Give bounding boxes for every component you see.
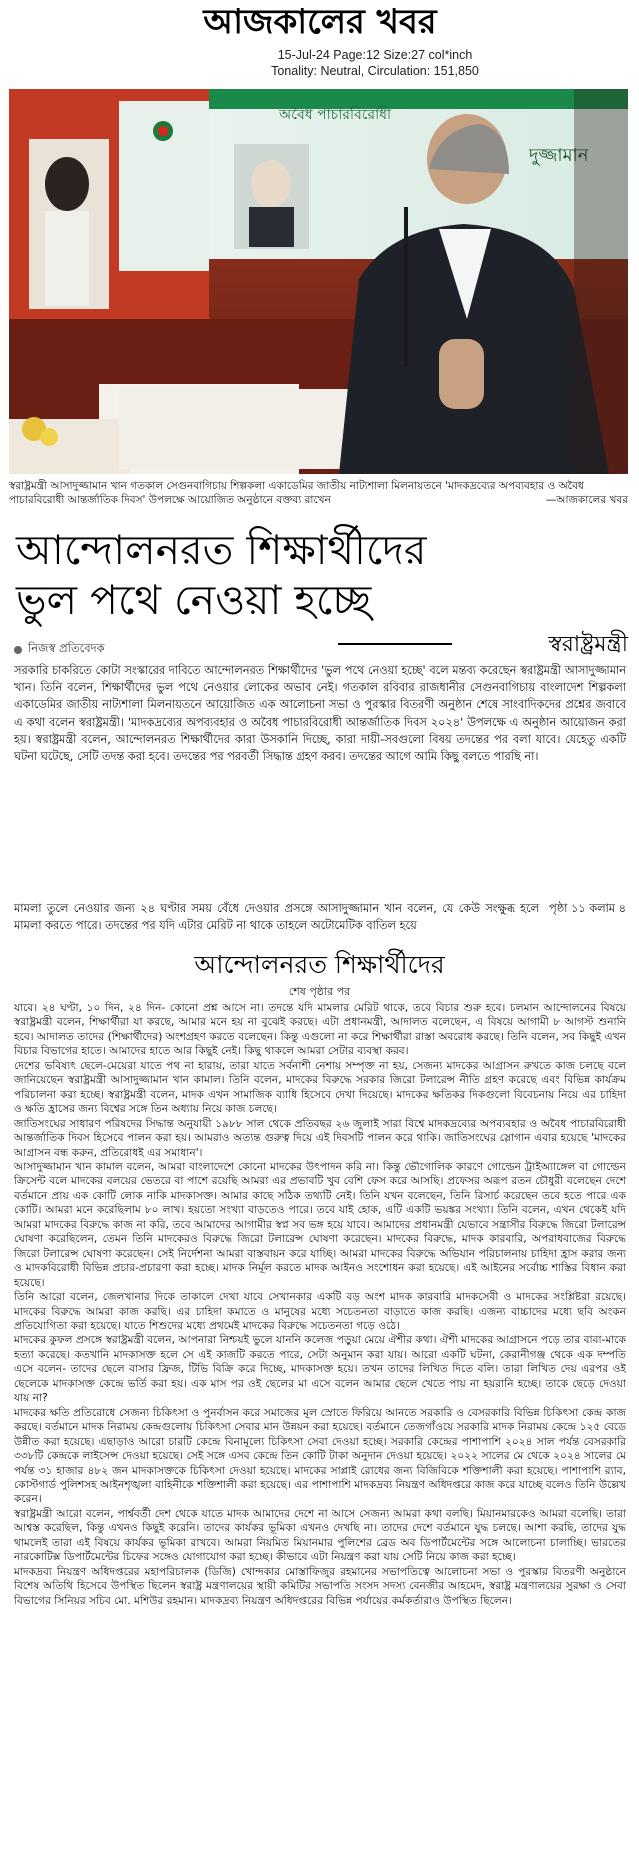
continuation-headline: আন্দোলনরত শিক্ষার্থীদের: [194, 950, 445, 979]
continuation-paragraph: আসাদুজ্জামান খান কামাল বলেন, আমরা বাংলাদেশে কোনো মাদকের উৎপাদন করি না। কিন্তু ভৌগোলিক কারণে গোল্ডেন ট্রাইঅ্যাঙ্গেল বা গোল্ডেন ক্রিসেন্ট বলে মাদকের বলয়ের ভেতরে বা পাশে রয়েছি আমরা এর প্রভাবটি খুব বেশি ফেস করে আসছি। প্রফেসর অরূপ রতন চৌধুরী বলেছেন দেশে বর্তমানে প্রায় এক কোটি লোক নাকি মাদকাসক্ত। আমার কাছে সঠিক তথ্যটি নেই। তিনি যখন বলেছেন, তিনি রিসার্চ করেছেন তবে হতে পারে এক কোটি। আমরা মনে করেছিলাম ৮০ লাখ। হয়তো সংখ্যা বাড়তেও পারে। তবে যাই হোক, এটি একটি ভয়ঙ্কর সংখ্যা। তিনি বলেন, এখন থেকেই যদি আমরা মাদকের বিরুদ্ধে কাজ না করি, তবে আমাদের আগামীর স্বপ্ন সব ভঙ্গ হয়ে যাবে। আমাদের প্রধানমন্ত্রী যেভাবে সন্ত্রাসীর বিরুদ্ধে জিরো টলারেন্স ঘোষণা করেছিলেন, তেমন তিনি মাদকেরও বিরুদ্ধে জিরো টলারেন্স ঘোষণা করেছেন। মাদকের বিরুদ্ধে, মাদক কারবারি, অপরাধবাজের বিরুদ্ধে জিরো টলারেন্স ঘোষণা করেছেন। সেই নির্দেশনা আমরা বাস্তবায়ন করে যাচ্ছি। আমরা মাদকের বিরুদ্ধে অভিযান পরিচালনায় চাহিদা হ্রাস করার জন্য ও মাদকবিরোধী বিভিন্ন প্রচার-প্রচারণা করা হচ্ছে। মাদক নির্মূল করতে মাদক আইনও সংশোধন করা হয়েছে। এই আইনের সর্বোচ্চ শাস্তির বিধান করা হয়েছে।: [14, 1160, 626, 1289]
clip-meta-line: 15-Jul-24 Page:12 Size:27 col*inch: [277, 48, 473, 62]
continuation-paragraph: মাদকদ্রব্য নিয়ন্ত্রণ অধিদপ্তরের মহাপরিচালক (ডিজি) খোন্দকার মোস্তাফিজুর রহমানের সভাপতিত্বে আলোচনা সভা ও পুরস্কার বিতরণী অনুষ্ঠানে বিশেষ অতিথি হিসেবে উপস্থিত ছিলেন স্বরাষ্ট্র মন্ত্রণালয়ের স্থায়ী কমিটির সভাপতি সংসদ সদস্য বেনজীর আহমেদ, স্বরাষ্ট্র মন্ত্রণালয়ের সুরক্ষা ও সেবা বিভাগের সিনিয়র সচিব মো. মশিউর রহমান। মাদকদ্রব্য নিয়ন্ত্রণ অধিদপ্তরের বিভিন্ন পর্যায়ের কর্মকর্তারাও উপস্থিত ছিলেন।: [14, 1565, 626, 1607]
headline-source-tag: স্বরাষ্ট্রমন্ত্রী: [338, 627, 628, 664]
caption-text: স্বরাষ্ট্রমন্ত্রী আসাদুজ্জামান খান গতকাল সেগুনবাগিচায় শিল্পকলা একাডেমির জাতীয় নাট্যশালা মিলনায়তনে 'মাদকদ্রব্যের অপব্যবহার ও অবৈধ পাচারবিরোধী আন্তর্জাতিক দিবস' উপলক্ষে আয়োজিত অনুষ্ঠানে বক্তব্য রাখেন: [9, 480, 584, 506]
reporter-byline: [14, 640, 105, 659]
continuation-paragraph: স্বরাষ্ট্রমন্ত্রী আরো বলেন, পার্শ্ববর্তী দেশ থেকে যাতে মাদক আমাদের দেশে না আসে সেজন্য আমরা কথা বলছি। মিয়ানমারকেও আমরা বলেছি। তারা আশ্বস্ত করেছিল, কিন্তু এখনও কিছুই করেনি। তাদের কার্যকর ভূমিকা এখনও দেখছি না। তাদের দেশে বর্তমানে যুদ্ধ চলছে। আশা করছি, তাদের যুদ্ধ থামলেই তারা এই বিষয়ে কার্যকর ভূমিকা রাখবে। আমরা নিয়মিত মিয়ানমার পুলিশের ব্রেড অব ডিপার্টমেন্টের সঙ্গে আলোচনা চালাচ্ছি। ভারতের নারকোটিক্স ডিপার্টমেন্টের চিফের সঙ্গেও যোগাযোগ করা হচ্ছে। কীভাবে এটা নিয়ন্ত্রণ করা যায় সেটি নিয়ে কাজ করা হচ্ছে।: [14, 1507, 626, 1564]
article-lead-body: [14, 662, 626, 766]
article-paragraph: মামলা তুলে নেওয়ার জন্য ২৪ ঘণ্টার সময় বেঁধে দেওয়ার প্রসঙ্গে আসাদুজ্জামান খান বলেন, যে কেউ সংক্ষুব্ধ হলে মামলা করতে পারে। তদন্তের পর যদি এটার মেরিট না থাকে তাহলে অটোমেটিক বাতিল হয়ে: [14, 902, 540, 932]
continuation-paragraph: মাদকের কুফল প্রসঙ্গে স্বরাষ্ট্রমন্ত্রী বলেন, আপনারা নিশ্চয়ই ভুলে যাননি কলেজ পড়ুয়া মেয়ে ঐশীর কথা। ঐশী মাদকের আগ্রাসনে পড়ে তার বাবা-মাকে হত্যা করেছে। কতখানি মাদকাসক্ত হলে সে এই কাজটি করতে পারে, সেটা অনুমান করা যায়। আরো একটি ঘটনা, কেরানীগঞ্জ থেকে এক দম্পতি এসে বলেন- তাদের ছেলে বাসার ফ্রিজ, টিভি বিক্রি করে দিচ্ছে, মাদকাসক্ত হয়ে। তখন তাদের লিখিত দিতে বলি। তারা লিখিত দেয় এরপর ওই ছেলেকে মাদকাসক্ত কেন্দ্রে ভর্তি করা হয়। এক মাস পর ওই ছেলের মা এসে বলেন আমার ছেলে খেতে পায় না হয়রানি হচ্ছে। তাকে ছেড়ে দেওয়া যায় না?: [14, 1334, 626, 1405]
continuation-paragraph: মাদকের ক্ষতি প্রতিরোধে সেজন্য চিকিৎসা ও পুনর্বাসন করে সমাজের মূল স্রোতে ফিরিয়ে আনতে সরকারি ও বেসরকারি বিভিন্ন চিকিৎসা কেন্দ্র কাজ করছে। বর্তমানে মাদক নিরাময় কেন্দ্রগুলোয় চিকিৎসা সেবার মান উন্নয়ন করা হয়েছে। বর্তমানে তেজগাঁওয়ে সরকারি মাদক নিরাময় কেন্দ্রে ১২৫ বেডে উন্নীত করা হয়েছে। এছাড়াও আরো চারটি কেন্দ্রে বিনামূল্যে চিকিৎসা সেবা দেওয়া হচ্ছে। সরকারি কেন্দ্রের পাশাপাশি ২০২৪ সাল পর্যন্ত বেসরকারি ৩৩৮টি কেন্দ্রকে লাইসেন্স দেওয়া হয়েছে। সেই সঙ্গে এসব কেন্দ্রে তিন কোটি টাকা অনুদান দেওয়া হয়েছে। ২০২২ সালের মে থেকে ২০২৪ সালের মে পর্যন্ত ৩১ হাজার ৪৮২ জন মাদকাসক্তকে চিকিৎসা দেওয়া হয়েছে। মাদকের সাপ্লাই রোধের জন্য বিজিবিকে শক্তিশালী করা হয়েছে। পাশাপাশি র‌্যাব, কোস্টগার্ড পুলিশসহ আইনশৃঙ্খলা বাহিনীকে শক্তিশালী করা হয়েছে। এর পাশাপাশি মাদকদ্রব্য নিয়ন্ত্রণ অধিদপ্তরে কাজ করে যাচ্ছে বলেও তিনি উল্লেখ করেন।: [14, 1406, 626, 1506]
news-photo: [9, 89, 628, 474]
masthead: [0, 0, 639, 88]
article-paragraph: সরকারি চাকরিতে কোটা সংস্কারের দাবিতে আন্দোলনরত শিক্ষার্থীদের 'ভুল পথে নেওয়া হচ্ছে' বলে মন্তব্য করেছেন স্বরাষ্ট্রমন্ত্রী আসাদুজ্জামান খান। তিনি বলেন, শিক্ষার্থীদের ভুল পথে নেওয়ার লোকের অভাব নেই। গতকাল রবিবার রাজধানীর সেগুনবাগিচায় বাংলাদেশ শিল্পকলা একাডেমির জাতীয় নাট্যশালা মিলনায়তনে আয়োজিত এক আলোচনা সভা ও পুরস্কার বিতরণী অনুষ্ঠান শেষে সাংবাদিকদের প্রশ্নের জবাবে এ কথা বলেন স্বরাষ্ট্রমন্ত্রী। 'মাদকদ্রব্যের অপব্যবহার ও অবৈধ পাচারবিরোধী আন্তর্জাতিক দিবস ২০২৪' উপলক্ষে এ অনুষ্ঠান আয়োজন করা হয়। স্বরাষ্ট্রমন্ত্রী বলেন, আন্দোলনরত শিক্ষার্থীদের কারা উসকানি দিচ্ছে, কারা দায়ী-সবগুলো বিষয় তদন্তের পর বলা যাবে। যেহেতু একটি ঘটনা ঘটেছে, সেটি তদন্ত করা হবে। তদন্তের পর পরবর্তী সিদ্ধান্ত গ্রহণ করব। তদন্তের আগে আমি কিছু বলতে পারছি না।: [14, 664, 626, 764]
headline-line-2: ভুল পথে নেওয়া হচ্ছে: [16, 576, 372, 624]
banner-right-line4: দুজ্জামান: [529, 145, 589, 166]
reporter-name: নিজস্ব প্রতিবেদক: [28, 641, 105, 655]
continuation-subheading: শেষ পৃষ্ঠার পর: [288, 985, 351, 998]
article-lead-tail: [14, 900, 626, 934]
continuation-paragraph: দেশের ভবিষ্যৎ ছেলে-মেয়েরা যাতে পথ না হারায়, তারা যাতে সর্বনাশী নেশায় সম্পৃক্ত না হয়, সেজন্য মাদকের আগ্রাসন রুখতে কাজ চলছে বলে জানিয়েছেন স্বরাষ্ট্রমন্ত্রী আসাদুজ্জামান খান কামাল। তিনি বলেন, মাদকের বিরুদ্ধে সরকার জিরো টলারেন্স নীতি গ্রহণ করেছে এবং বিভিন্ন কার্যক্রম পরিচালনা করা হচ্ছে। স্বরাষ্ট্রমন্ত্রী বলেন, মাদক এখন সামাজিক ব্যাধি হিসেবে দেখা দিয়েছে। মাদকের ক্ষতিকর দিকগুলো বিবেচনায় নিয়ে এর চাহিদা ও ক্ষতি হ্রাসের জন্য বিশ্বের সঙ্গে তিন অধ্যায় নিয়ে কাজ চলছে।: [14, 1059, 626, 1116]
continuation-paragraph: জাতিসংঘের সাধারণ পরিষদের সিদ্ধান্ত অনুযায়ী ১৯৮৮ সাল থেকে প্রতিবছর ২৬ জুলাই সারা বিশ্বে মাদকদ্রব্যের অপব্যবহার ও অবৈধ পাচারবিরোধী আন্তর্জাতিক দিবস হিসেবে পালন করা হয়। আমরাও অত্যন্ত গুরুত্ব দিয়ে এই দিবসটি পালন করে থাকি। জাতিসংঘের স্লোগান এবার হয়েছে 'মাদকের আগ্রাসন বন্ধ করুন, প্রতিরোধই এর সমাধান'।: [14, 1117, 626, 1159]
newspaper-logo: আজকালের খবর: [203, 2, 437, 42]
continuation-body: [14, 1001, 626, 1863]
banner-right-line1: অবৈধ পাচারবিরোধী: [279, 107, 392, 123]
continuation-paragraph: যাবে। ২৪ ঘণ্টা, ১০ দিন, ২৪ দিন- কোনো প্রশ্ন আসে না। তদন্তে যদি মামলার মেরিট থাকে, তবে বিচার শুরু হবে। চলমান আন্দোলনের বিষয়ে স্বরাষ্ট্রমন্ত্রী বলেন, শিক্ষার্থীরা যা করছে, আমার মনে হয় না বুঝেই করছে। এটা প্রধানমন্ত্রী, আদালত বলেছেন, এ বিষয়ে আগামী ৮ আগস্ট শুনানি হবে। আদালত তাদের (শিক্ষার্থীদের) অংশগ্রহণ করতে বলেছেন। কিন্তু এগুলো না করে শিক্ষার্থীরা রাস্তা অবরোধ করছে। তিনি বলেন, সব কিছুই এখন বিচার বিভাগের হাতে। আমাদের হাতে আর কিছুই নেই। কিছু থাকলে আমরা সেটার ব্যবস্থা করব।: [14, 1002, 626, 1058]
continuation-paragraph: তিনি আরো বলেন, জেলখানার দিকে তাকালে দেখা যাবে সেখানকার একটি বড় অংশ মাদক কারবারি মাদকসেবী ও মাদকের সংশ্লিষ্টরা রয়েছে। মাদকের বিরুদ্ধে আমরা কাজ করছি। এর চাহিদা কমাতে ও মানুষের মধ্যে সচেতনতা বাড়াতে কাজ করছি। এজন্য বাচ্চাদের মধ্যে ছবি অংকন প্রতিযোগিতা করা হয়েছে। যাতে শিশুদের মধ্যে প্রথমেই মাদকের বিরুদ্ধে সচেতনতা গড়ে ওঠে।: [14, 1291, 626, 1332]
article-headline: [10, 525, 630, 625]
photo-caption: [9, 479, 628, 507]
continuation-reference: পৃষ্ঠা ১১ কলাম ৪: [549, 902, 626, 915]
clip-tonality-line: Tonality: Neutral, Circulation: 151,850: [271, 64, 479, 78]
caption-credit: —আজকালের খবর: [545, 494, 628, 506]
bullet-icon: [14, 646, 22, 654]
headline-line-1: আন্দোলনরত শিক্ষার্থীদের: [16, 526, 427, 574]
